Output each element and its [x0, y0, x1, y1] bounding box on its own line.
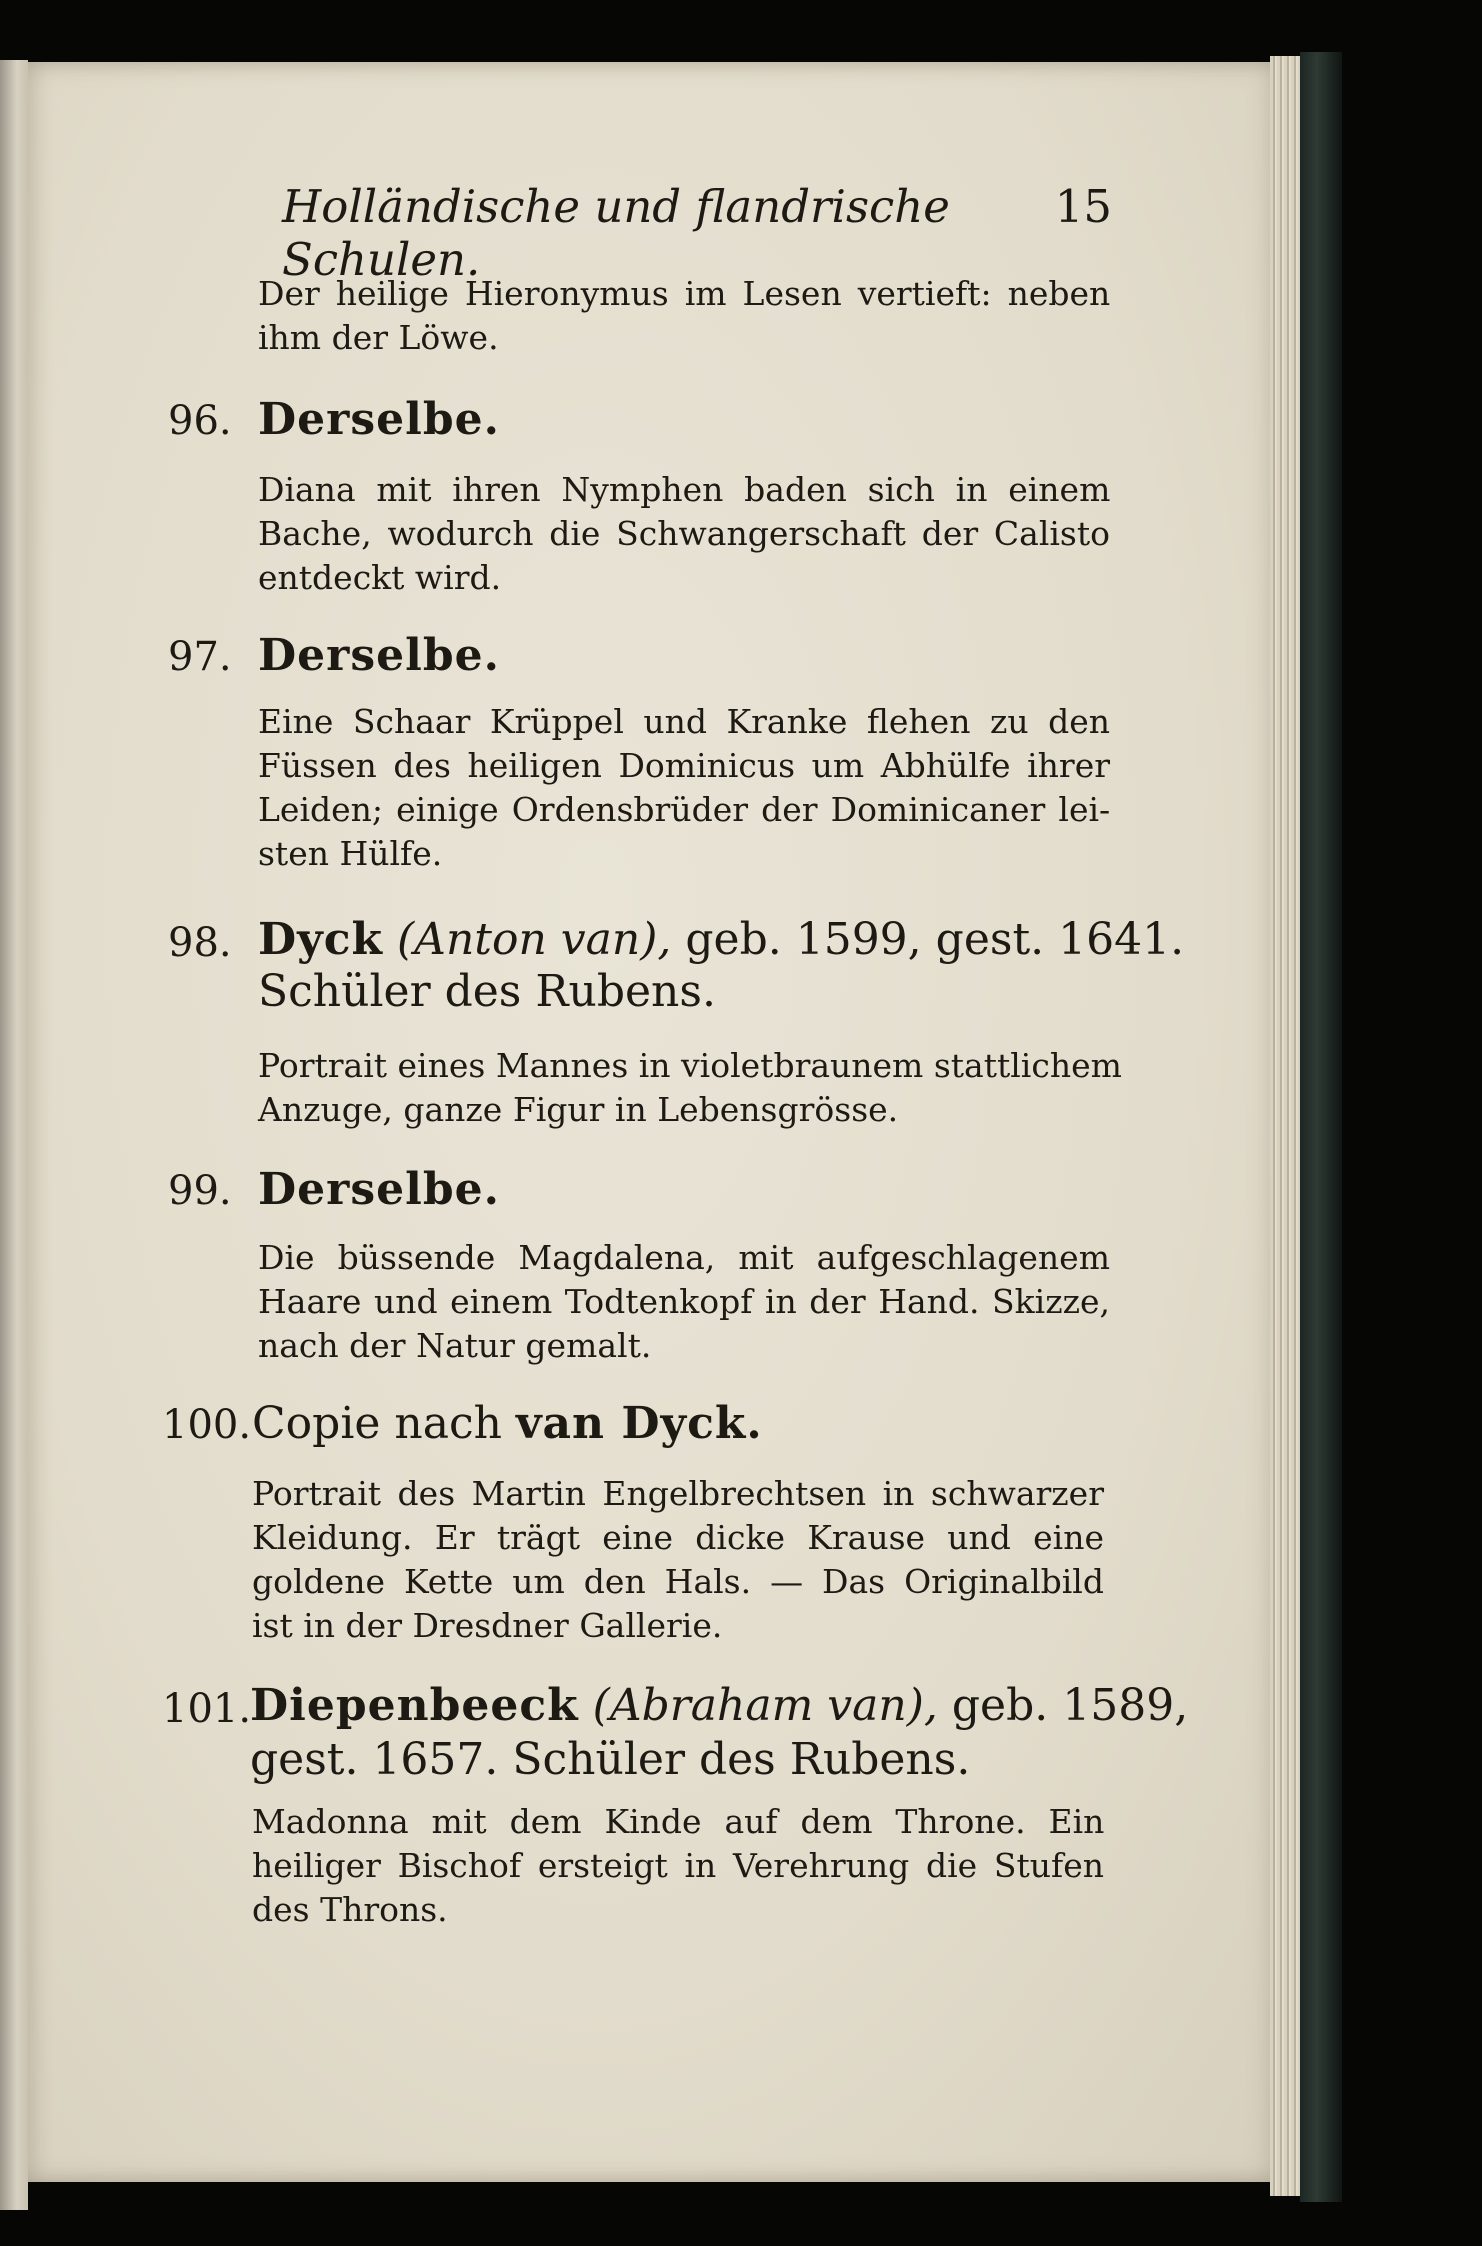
running-head-title: Holländische und flandrische Schulen.: [282, 180, 950, 286]
text-line: Haare und einem Todtenkopf in der Hand. Skizze,: [258, 1282, 1110, 1321]
page-stack-edge: [1270, 56, 1300, 2196]
entry-number: 97.: [168, 634, 232, 680]
entry-description: [252, 1472, 1104, 1648]
entry-description: [258, 468, 1110, 600]
artist-name: Diepenbeeck: [250, 1680, 579, 1731]
artist-name-detail: (Anton van),: [397, 914, 672, 965]
text-line: Der heilige Hieronymus im Lesen vertieft: neben: [258, 274, 1111, 313]
entry-description: [258, 1236, 1110, 1368]
artist-name: van Dyck.: [515, 1398, 763, 1449]
book-spine: [1300, 52, 1342, 2202]
entry-heading: [252, 1398, 763, 1449]
entry-heading: [258, 914, 1184, 965]
text-line: heiliger Bischof ersteigt in Verehrung die Stufen: [252, 1846, 1104, 1885]
text-line: Anzuge, ganze Figur in Lebensgrösse.: [258, 1090, 899, 1129]
text-line: sten Hülfe.: [258, 834, 443, 873]
text-line: Leiden; einige Ordensbrüder der Dominicaner lei-: [258, 790, 1111, 829]
artist-dates: geb. 1599, gest. 1641.: [685, 914, 1185, 965]
artist-name: Derselbe.: [258, 394, 500, 445]
entry-heading: [250, 1680, 1188, 1731]
text-line: Eine Schaar Krüppel und Kranke flehen zu den: [258, 702, 1110, 741]
text-line: Madonna mit dem Kinde auf dem Throne. Ein: [252, 1802, 1105, 1841]
entry-number: 99.: [168, 1168, 232, 1214]
artist-name: Derselbe.: [258, 630, 500, 681]
text-line: nach der Natur gemalt.: [258, 1326, 652, 1365]
entry-heading: [258, 630, 500, 681]
entry-description: [258, 700, 1110, 876]
entry-description: [252, 1800, 1104, 1932]
artist-name-detail: (Abraham van),: [592, 1680, 938, 1731]
text-line: Portrait eines Mannes in violetbraunem stattlichem: [258, 1046, 1122, 1085]
text-line: ihm der Löwe.: [258, 318, 499, 357]
entry-prefix: Copie nach: [252, 1398, 502, 1449]
running-head: [282, 180, 1112, 286]
artist-name: Derselbe.: [258, 1164, 500, 1215]
entry-subline: gest. 1657. Schüler des Rubens.: [250, 1734, 971, 1785]
entry-heading: [258, 1164, 500, 1215]
entry-number: 101.: [162, 1686, 252, 1732]
entry-number: 100.: [162, 1402, 252, 1448]
artist-name: Dyck: [258, 914, 383, 965]
text-line: entdeckt wird.: [258, 558, 502, 597]
entry-number: 98.: [168, 920, 232, 966]
text-line: goldene Kette um den Hals. — Das Originalbild: [252, 1562, 1104, 1601]
text-line: Die büssende Magdalena, mit aufgeschlagenem: [258, 1238, 1110, 1277]
adjacent-page-edge: [0, 60, 28, 2210]
entry-description: [258, 1044, 1122, 1132]
text-line: Kleidung. Er trägt eine dicke Krause und eine: [252, 1518, 1104, 1557]
entry-heading: [258, 394, 500, 445]
entry-subline: Schüler des Rubens.: [258, 966, 716, 1017]
artist-dates: geb. 1589,: [951, 1680, 1189, 1731]
text-line: des Throns.: [252, 1890, 448, 1929]
entry-number: 96.: [168, 398, 232, 444]
intro-paragraph: [258, 272, 1110, 360]
text-line: Füssen des heiligen Dominicus um Abhülfe ihrer: [258, 746, 1110, 785]
text-line: ist in der Dresdner Gallerie.: [252, 1606, 723, 1645]
page-number: 15: [1054, 180, 1112, 233]
text-line: Diana mit ihren Nymphen baden sich in einem: [258, 470, 1111, 509]
text-line: Bache, wodurch die Schwangerschaft der Calisto: [258, 514, 1110, 553]
text-line: Portrait des Martin Engelbrechtsen in schwarzer: [252, 1474, 1104, 1513]
